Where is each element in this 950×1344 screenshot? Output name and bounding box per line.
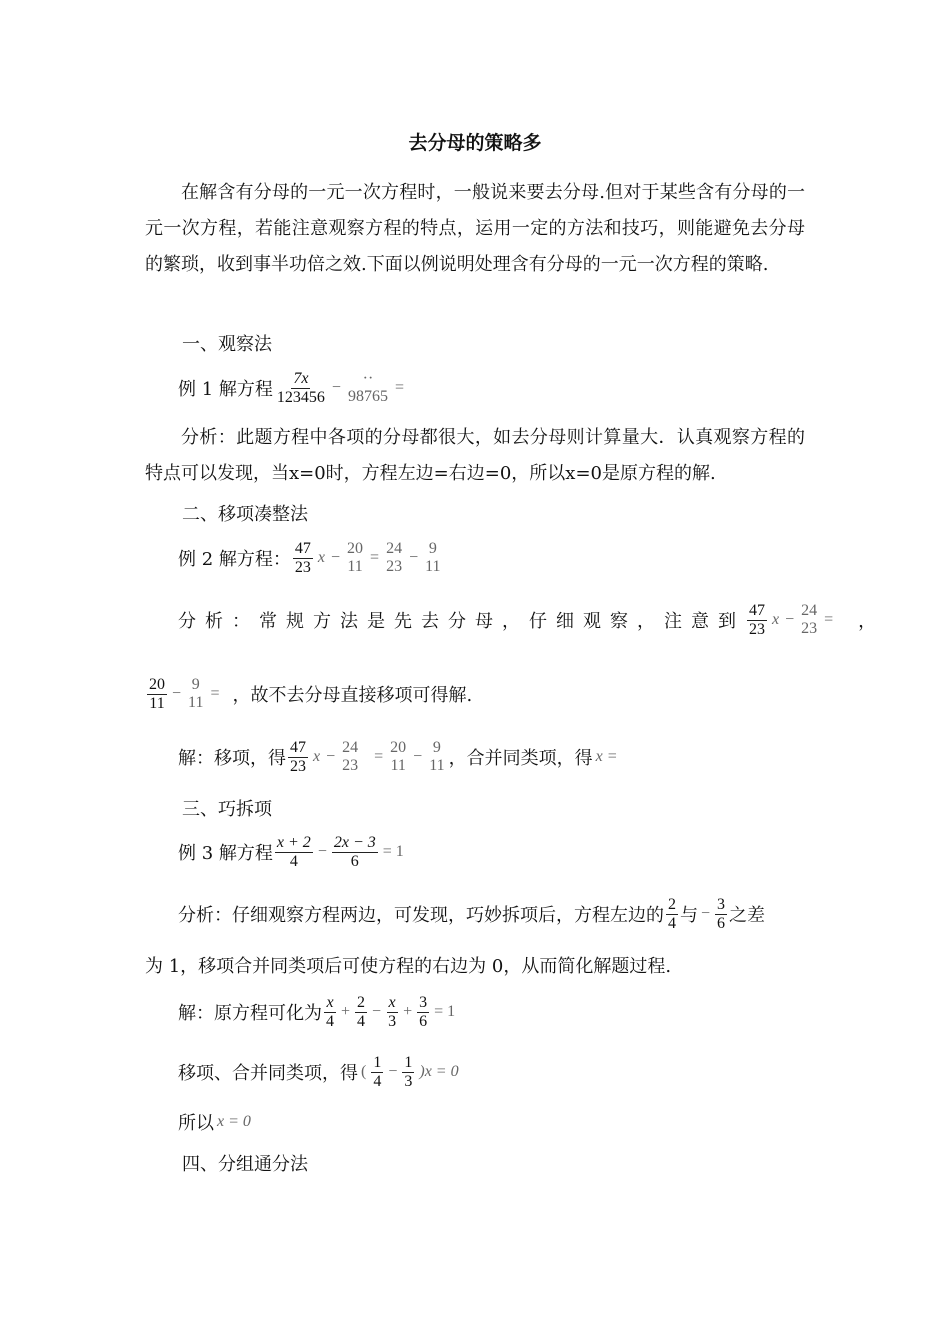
fraction-9-11: 9 11 xyxy=(429,739,445,774)
example-2-label: 例 2 解方程： xyxy=(178,549,291,570)
fraction-24-23: 24 23 xyxy=(386,540,403,575)
section-1-heading: 一、观察法 xyxy=(182,334,272,355)
section-3-analysis-line-2: 为 1，移项合并同类项后可使方程的右边为 0，从而简化解题过程. xyxy=(145,956,672,977)
section-3-step-2: 移项、合并同类项，得 ( $\frac{1}{4}$ − $\frac{1}{3}$ )x = 0 xyxy=(178,1053,459,1090)
section-4-heading: 四、分组通分法 xyxy=(182,1154,308,1175)
fraction-x-98765: ·· 98765 xyxy=(347,370,388,405)
section-1-analysis: 分析：此题方程中各项的分母都很大，如去分母则计算量大．认真观察方程的特点可以发现，当x=0时，方程左边=右边=0，所以x=0是原方程的解. xyxy=(145,427,805,484)
example-2-line: 例 2 解方程： $\frac{47}{23}$ x − 20 11 = 24 23 − 9 11 xyxy=(178,539,441,576)
section-3-analysis-line-1: 分析：仔细观察方程两边，可发现，巧妙拆项后，方程左边的 $\frac{2}{4}$ 与 − $\frac{3}{6}$ 之差 xyxy=(178,895,766,932)
section-2-solution-line: 解：移项，得 $\frac{47}{23}$ x − 24 23 = 20 11 − 9 11 ，合并同类项，得 x = xyxy=(178,738,618,775)
example-1-label: 例 1 解方程 xyxy=(178,379,273,400)
fraction-24-23: 24 23 xyxy=(342,739,359,774)
fraction-2-4: $\frac{2}{4}$ xyxy=(357,993,366,1030)
section-2-analysis-line-2: $\frac{20}{11}$ − 9 11 = ，故不去分母直接移项可得解. xyxy=(149,675,473,712)
example-1-line: 例 1 解方程 $\frac{7x}{123456}$ − ·· 98765 = xyxy=(178,369,404,406)
fraction-9-11: 9 11 xyxy=(425,540,441,575)
section-3-heading: 三、巧拆项 xyxy=(182,799,272,820)
fraction-2x-minus-3-over-6: $\frac{2x - 3}{6}$ xyxy=(333,833,376,870)
fraction-24-23: 24 23 xyxy=(801,602,818,637)
fraction-1-3: $\frac{1}{3}$ xyxy=(404,1053,413,1090)
fraction-3-6: $\frac{3}{6}$ xyxy=(419,993,428,1030)
fraction-20-11: 20 11 xyxy=(390,739,407,774)
fraction-1-4: $\frac{1}{4}$ xyxy=(373,1053,382,1090)
example-3-line: 例 3 解方程 $\frac{x + 2}{4}$ − $\frac{2x - 3}{6}$ = 1 xyxy=(178,833,404,870)
fraction-20-11: 20 11 xyxy=(347,540,364,575)
fraction-47-23: $\frac{47}{23}$ xyxy=(290,738,306,775)
fraction-9-11: 9 11 xyxy=(188,676,204,711)
section-3-result: 所以 x = 0 xyxy=(178,1113,251,1134)
fraction-2-4: $\frac{2}{4}$ xyxy=(668,895,676,932)
fraction-47-23: $\frac{47}{23}$ xyxy=(749,601,765,638)
fraction-7x-123456: $\frac{7x}{123456}$ xyxy=(276,369,325,406)
fraction-x-plus-2-over-4: $\frac{x + 2}{4}$ xyxy=(276,833,311,870)
fraction-x-3: $\frac{x}{3}$ xyxy=(388,993,397,1030)
fraction-3-6: $\frac{3}{6}$ xyxy=(717,895,726,932)
section-2-heading: 二、移项凑整法 xyxy=(182,504,308,525)
document-title: 去分母的策略多 xyxy=(408,132,542,154)
intro-paragraph: 在解含有分母的一元一次方程时，一般说来要去分母.但对于某些含有分母的一元一次方程，若能注意观察方程的特点，运用一定的方法和技巧，则能避免去分母的繁琐，收到事半功倍之效.下面以例说明处理含有分母的一元一次方程的策略. xyxy=(145,182,805,275)
fraction-20-11: $\frac{20}{11}$ xyxy=(149,675,165,712)
fraction-47-23: $\frac{47}{23}$ xyxy=(294,539,311,576)
section-2-analysis-line-1: 分析：常规方法是先去分母，仔细观察，注意到 $\frac{47}{23}$ x − 24 23 = ， xyxy=(178,601,877,638)
fraction-x-4: $\frac{x}{4}$ xyxy=(326,993,334,1030)
section-3-solution-line: 解：原方程可化为 $\frac{x}{4}$ + $\frac{2}{4}$ − $\frac{x}{3}$ + $\frac{3}{6}$ = 1 xyxy=(178,993,456,1030)
